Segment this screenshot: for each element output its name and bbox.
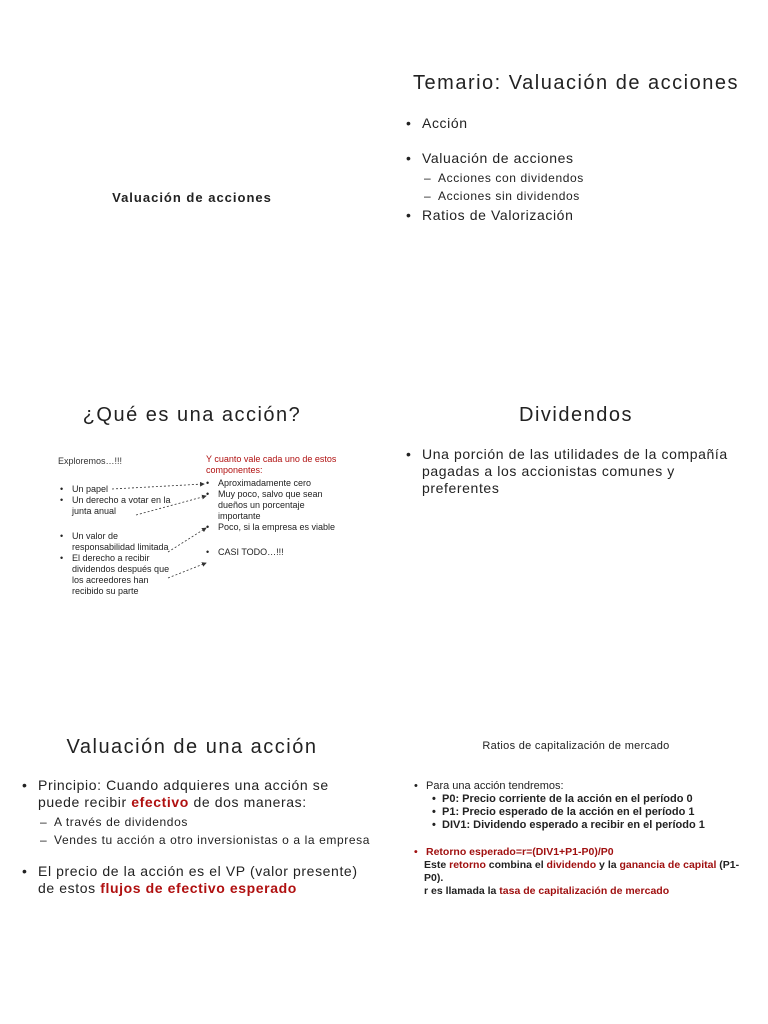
sub-bullet: – Acciones con dividendos xyxy=(422,169,754,187)
left-item: • Un papel xyxy=(60,484,109,494)
bullet-text: Valuación de acciones xyxy=(422,150,574,166)
sub-bullet: – Acciones sin dividendos xyxy=(422,187,754,205)
sub-bullet: – A través de dividendos xyxy=(38,813,370,831)
bullet-accion xyxy=(406,115,754,132)
sub-item: • DIV1: Dividendo esperado a recibir en el período 1 xyxy=(432,819,705,831)
right-item: • Poco, si la empresa es viable xyxy=(206,522,336,532)
slide-title: Temario: Valuación de acciones xyxy=(413,72,739,94)
slide-que-es-accion xyxy=(0,360,384,690)
formula-explain: Este retorno combina el dividendo y la ganancia de capital (P1-P0). xyxy=(424,859,740,884)
slide-title: Valuación de una acción xyxy=(66,736,318,758)
bullet-list xyxy=(406,446,754,497)
sub-item: • P1: Precio esperado de la acción en el período 1 xyxy=(432,806,695,818)
slide-title: Dividendos xyxy=(519,404,633,426)
arrow-line xyxy=(168,528,206,552)
slide-title: Valuación de acciones xyxy=(112,190,272,205)
right-item: • Muy poco, salvo que sean dueños un porcentaje importante xyxy=(206,489,323,521)
bullet-para: • Para una acción tendremos: xyxy=(414,780,564,792)
right-item: • CASI TODO…!!! xyxy=(206,547,284,557)
sub-list xyxy=(422,169,754,205)
left-item: • Un valor de responsabilidad limitada xyxy=(60,531,169,552)
slide-dividendos xyxy=(384,360,768,690)
explore-label: Exploremos…!!! xyxy=(58,456,123,466)
bullet-text: Acción xyxy=(422,115,468,131)
bullet-text: Ratios de Valorización xyxy=(422,207,574,223)
arrow-line xyxy=(168,563,206,578)
arrow-line xyxy=(136,496,206,515)
intro-block xyxy=(414,780,758,898)
formula-note: r es llamada la tasa de capitalización de mercado xyxy=(424,885,670,897)
bullet-ratios xyxy=(406,207,754,224)
highlight-efectivo: efectivo xyxy=(131,794,189,810)
bullet-list xyxy=(406,115,754,224)
slide-ratios-capitalizacion xyxy=(384,690,768,1020)
bullet-valuacion xyxy=(406,150,754,205)
connector-arrows xyxy=(0,360,384,690)
left-item: • Un derecho a votar en la junta anual xyxy=(60,495,171,516)
slide-temario xyxy=(384,30,768,360)
slide-title: ¿Qué es una acción? xyxy=(82,404,302,426)
sub-list xyxy=(38,813,370,849)
sub-bullet: – Vendes tu acción a otro inversionistas o a la empresa xyxy=(38,831,370,849)
bullet-principio: • Principio: Cuando adquieres una acción se puede recibir efectivo de dos maneras: – A través de dividendos – Vendes tu acción a otro inversionistas o a la empresa xyxy=(22,777,370,849)
slide-valuacion-cover xyxy=(0,30,384,360)
right-item: • Aproximadamente cero xyxy=(206,478,312,488)
bullet-dividendos xyxy=(406,446,754,497)
sub-item: • P0: Precio corriente de la acción en el período 0 xyxy=(432,793,693,805)
bullet-precio: • El precio de la acción es el VP (valor presente) de estos flujos de efectivo esperado xyxy=(22,863,370,897)
sub-items xyxy=(414,793,758,832)
highlight-flujos: flujos de efectivo esperado xyxy=(100,880,297,896)
bullet-text: Una porción de las utilidades de la compañía pagadas a los accionistas comunes y preferentes xyxy=(422,446,728,496)
question-label: Y cuanto vale cada uno de estos componentes: xyxy=(206,454,337,475)
formula-block: • Retorno esperado=r=(DIV1+P1-P0)/P0 Este retorno combina el dividendo y la ganancia de capital (P1-P0). r es llamada la tasa de capitalización de mercado xyxy=(414,846,758,898)
slide-title: Ratios de capitalización de mercado xyxy=(482,740,670,752)
arrow-line xyxy=(112,484,204,489)
slide-valuacion-accion xyxy=(0,690,384,1020)
bullet-list xyxy=(22,777,370,897)
left-item: • El derecho a recibir dividendos después que los acreedores han recibido su parte xyxy=(60,553,170,596)
formula: Retorno esperado=r=(DIV1+P1-P0)/P0 xyxy=(426,846,614,858)
